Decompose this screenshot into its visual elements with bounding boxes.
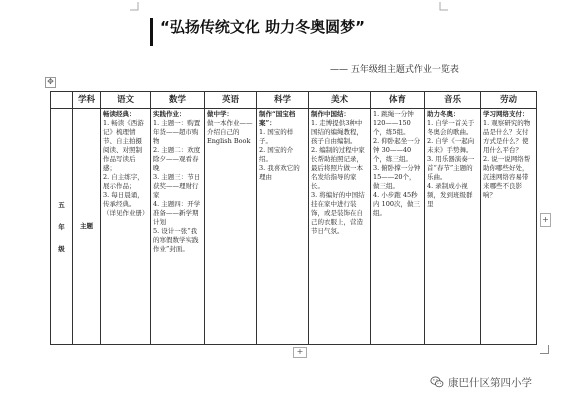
header-cell: 科学 [257,92,309,109]
title-cursor-bar [150,18,153,46]
header-cell: 音乐 [425,92,481,109]
subject-cell-labor [481,109,537,345]
header-blank-cell [51,92,73,109]
cell-heading: 制作中国结： [311,110,350,118]
cell-body: 1. 畅读《西游记》梳理情节、自主拍摄阅读、对照制作品写读后感； 2. 自主练字，展示作品； 3. 每日晨诵，传承经典。 （详见作业册） [103,119,149,217]
cell-heading: 助力冬奥： [427,110,460,118]
cell-body: 1. 走博提供3种中国结的编绳教程，孩子自由编制。 2. 编制的过程中家长帮助拍照记录，最后将照片做一本名发给指导的家长。 3. 将编好的中国结挂在家中进行装饰，或是装饰在自己的衣服上，营造节日气氛。 [311,119,365,235]
theme-cell: 主题 [73,109,101,345]
watermark-text: 康巴什区第四小学 [448,376,532,389]
subject-cell-science [257,109,309,345]
header-cell: 语文 [101,92,151,109]
subject-cell-pe [371,109,425,345]
homework-table [50,91,537,345]
header-cell: 劳动 [481,92,537,109]
header-cell: 数学 [151,92,205,109]
cell-heading: 实践作业： [153,110,186,118]
subject-cell-math [151,109,205,345]
cell-heading: 学习网络支付： [483,110,529,118]
grade-cell [51,109,73,345]
subject-cell-chinese [101,109,151,345]
header-cell: 学科 [73,92,101,109]
document-title [150,12,450,52]
margin-corner-mark [438,2,448,12]
cell-body: 做一本作业——介绍自己的 English Book [207,119,253,145]
table-move-handle-icon[interactable]: ✥ [45,77,56,88]
header-cell: 英语 [205,92,257,109]
grade-label: 五 年 级 [58,200,65,253]
cell-heading: 做中学： [207,110,233,118]
subject-cell-english [205,109,257,345]
table-row [51,109,537,345]
wechat-icon [430,375,444,389]
cell-heading: 制作“国宝档案”： [259,110,296,127]
table-resize-handle[interactable] [540,345,549,354]
cell-body: 1. 主题一：购置年货——超市购物 2. 主题二：欢度除夕——观看春晚 3. 主题三：节日获奖——理财行家 4. 主题四：开学准备——新学期计划 5. 设计一张“我的寒假数学实践作业”封面。 [153,119,201,253]
table-header-row [51,92,537,109]
document-subtitle: —— 五年级组主题式作业一览表 [330,65,459,75]
margin-corner-mark [130,2,140,12]
subject-cell-music [425,109,481,345]
add-column-button[interactable]: + [540,213,551,227]
cell-body: 1. 跳绳一分钟 120——150个，练5组。 2. 仰卧起坐一分钟 30——40个，练三组。 3. 俯卧撑一分钟 15——20个，做三组。 4. 小步跑 45秒内 100次，做三组。 [373,110,421,217]
source-watermark [430,372,532,392]
cell-heading: 畅读经典： [103,110,136,118]
add-row-button[interactable]: + [293,347,307,358]
subject-cell-art [309,109,371,345]
cell-body: 1. 自学一首关于冬奥会的歌曲。 2. 自学《一起向未来》手势舞。 3. 用乐器演奏一首“春节”主题的乐曲。 4. 录制成小视频，发到班级群里 [427,119,475,208]
header-cell: 美术 [309,92,371,109]
cell-body: 1. 国宝的样子。 2. 国宝的介绍。 3. 我喜欢它的理由 [259,128,300,181]
cell-body: 1. 观察研究的物品是什么？支付方式是什么？使用什么平台？ 2. 说一说网络帮助你哪些好处，沉迷网络容易带来哪些不良影响？ [483,119,531,199]
title-text: “弘扬传统文化 助力冬奥圆梦” [160,18,365,36]
header-cell: 体育 [371,92,425,109]
